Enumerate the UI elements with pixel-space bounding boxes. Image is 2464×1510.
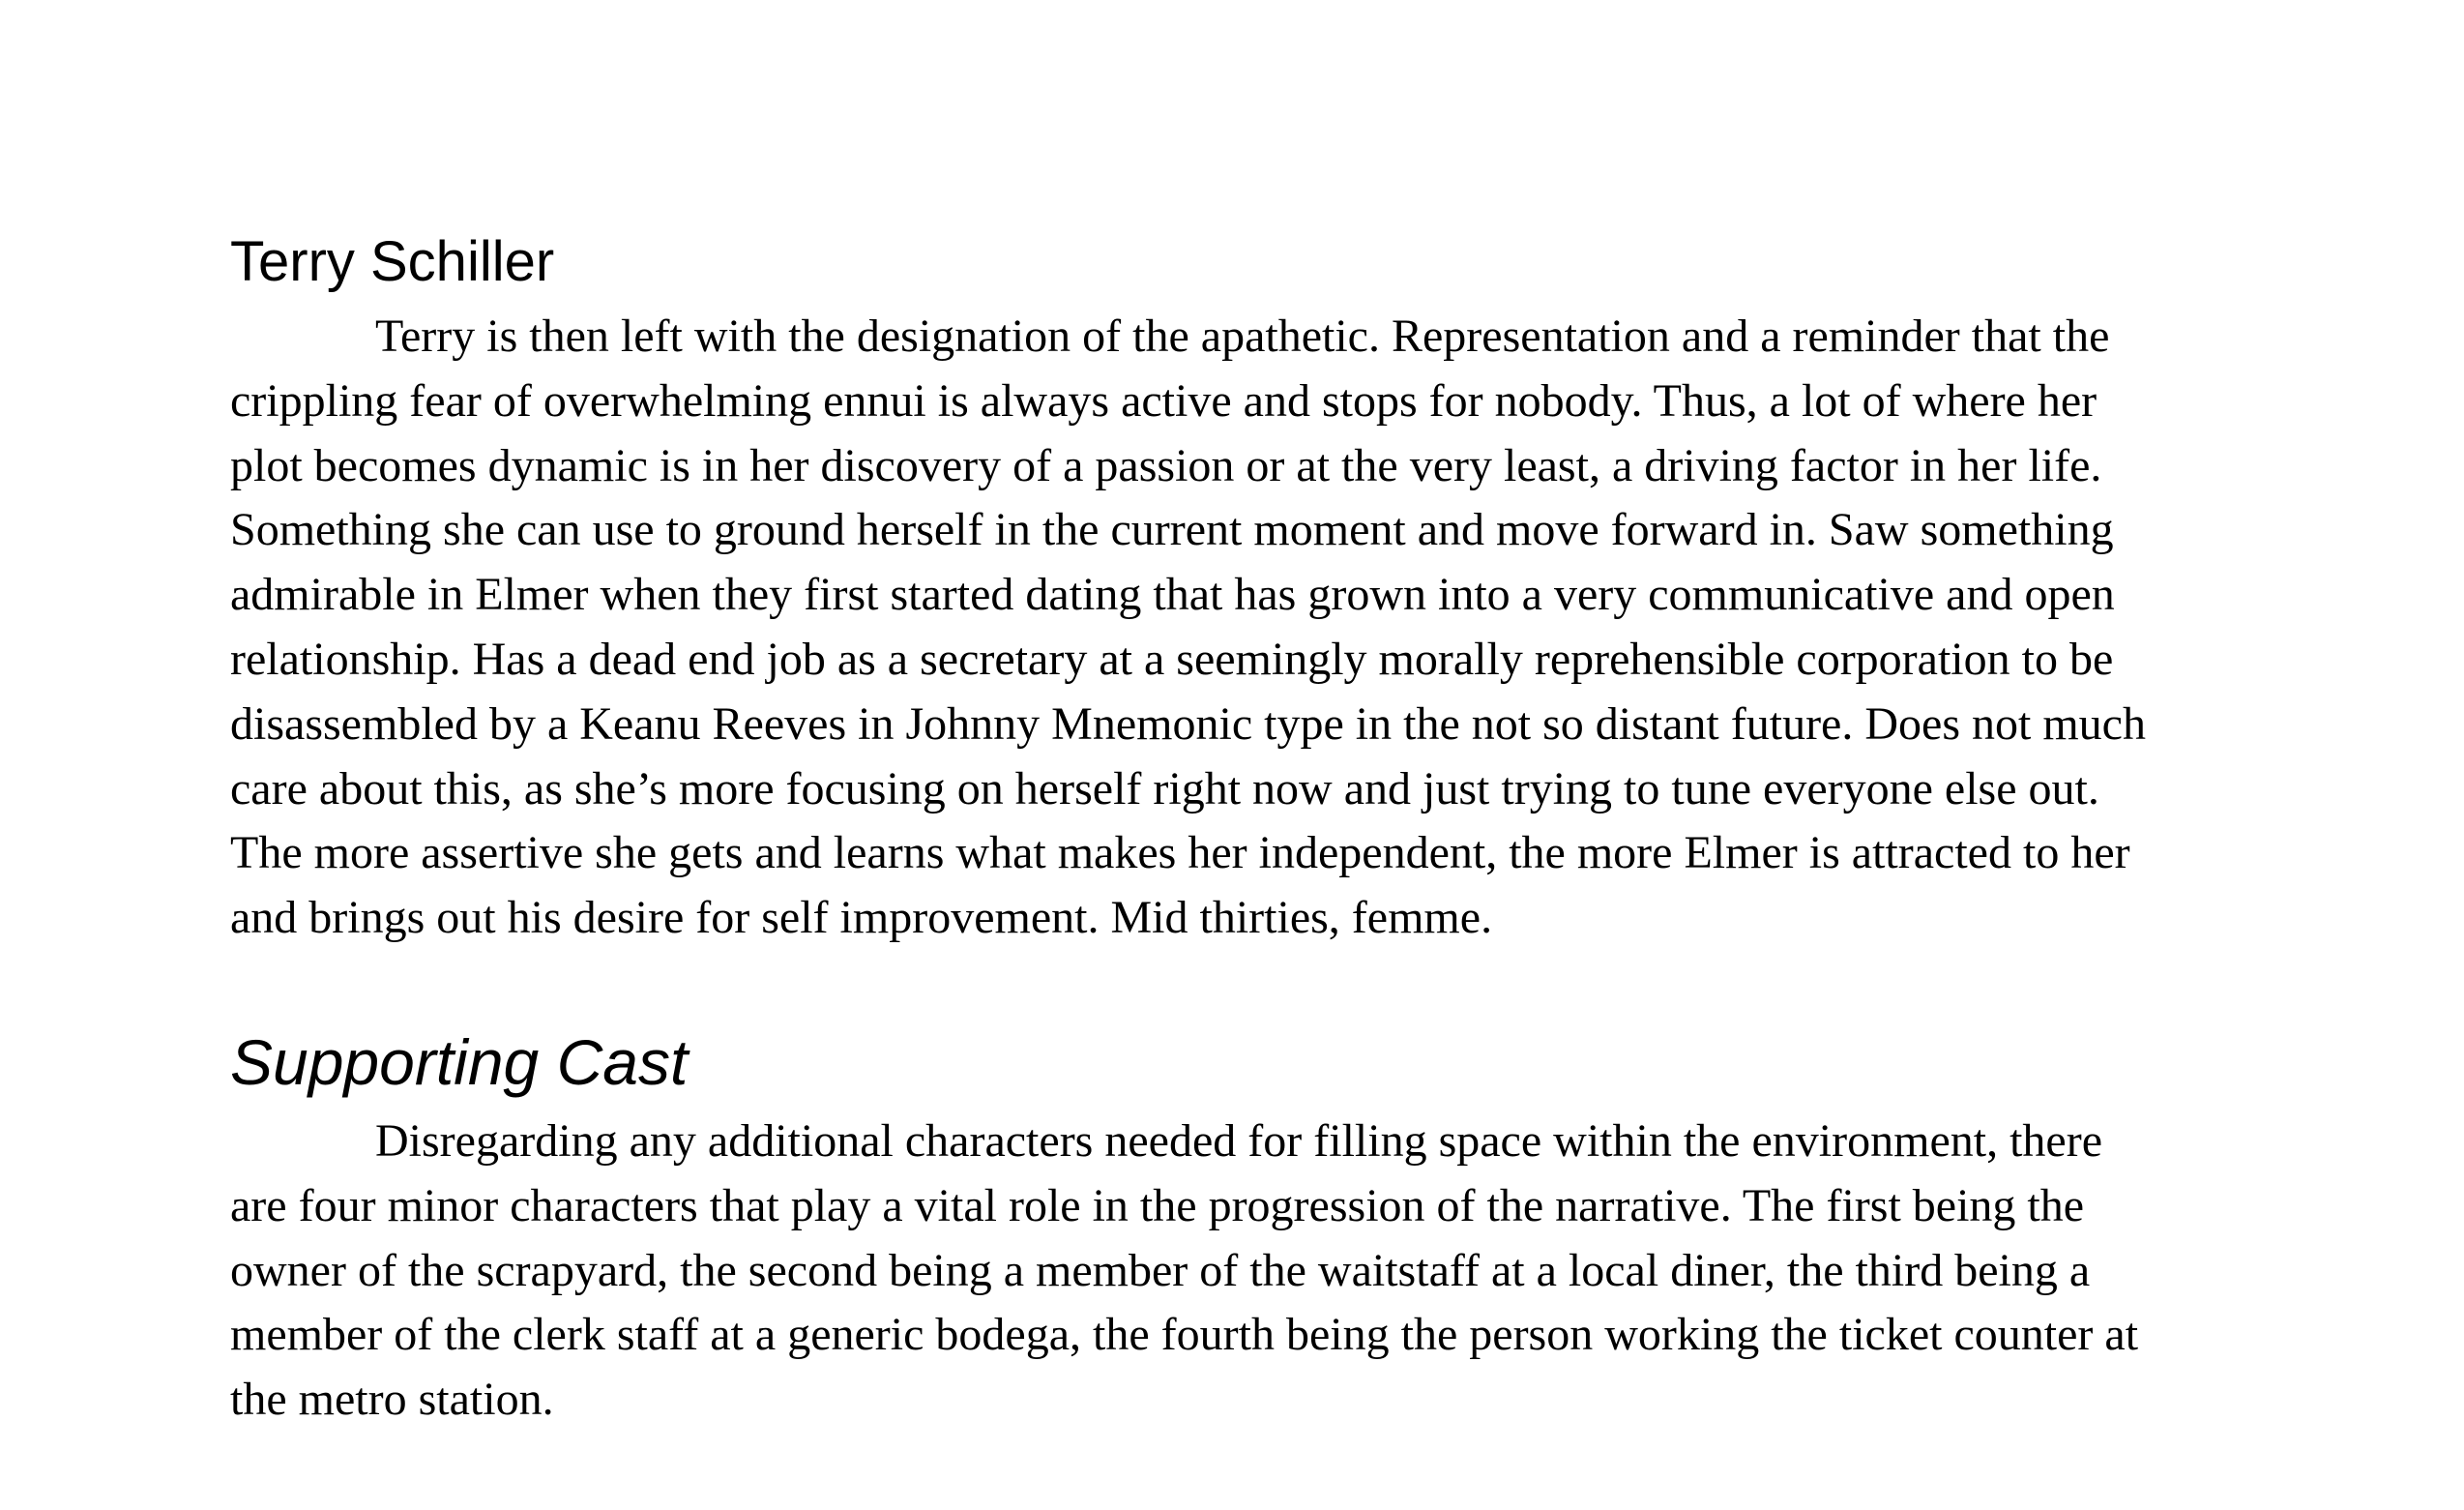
paragraph-supporting-cast	[230, 1110, 2251, 1433]
section-heading-terry-schiller: Terry Schiller	[230, 230, 555, 293]
paragraph-line: and brings out his desire for self improvement. Mid thirties, femme.	[230, 892, 1493, 944]
section-heading-supporting-cast: Supporting Cast	[230, 1025, 689, 1098]
paragraph-line: admirable in Elmer when they first started dating that has grown into a very communicative and open	[230, 569, 2115, 621]
document-content	[230, 221, 2251, 1433]
paragraph-terry-schiller	[230, 305, 2251, 951]
paragraph-line: the metro station.	[230, 1374, 554, 1426]
paragraph-line: plot becomes dynamic is in her discovery of a passion or at the very least, a driving factor in her life.	[230, 439, 2102, 491]
paragraph-line: crippling fear of overwhelming ennui is always active and stops for nobody. Thus, a lot of where her	[230, 374, 2097, 427]
paragraph-line: relationship. Has a dead end job as a secretary at a seemingly morally reprehensible corporation to be	[230, 633, 2114, 685]
paragraph-line: care about this, as she’s more focusing on herself right now and just trying to tune everyone else out.	[230, 762, 2099, 814]
paragraph-line: are four minor characters that play a vital role in the progression of the narrative. The first being the	[230, 1179, 2085, 1231]
paragraph-line: Disregarding any additional characters needed for filling space within the environment, there	[375, 1114, 2103, 1167]
paragraph-line: Terry is then left with the designation of the apathetic. Representation and a reminder that the	[375, 311, 2110, 362]
paragraph-line: The more assertive she gets and learns what makes her independent, the more Elmer is attracted to her	[230, 827, 2130, 879]
paragraph-line: disassembled by a Keanu Reeves in Johnny Mnemonic type in the not so distant future. Does not much	[230, 697, 2146, 750]
paragraph-line: Something she can use to ground herself in the current moment and move forward in. Saw something	[230, 504, 2114, 556]
paragraph-line: member of the clerk staff at a generic bodega, the fourth being the person working the ticket counter at	[230, 1309, 2139, 1361]
paragraph-line: owner of the scrapyard, the second being a member of the waitstaff at a local diner, the third being a	[230, 1244, 2091, 1296]
